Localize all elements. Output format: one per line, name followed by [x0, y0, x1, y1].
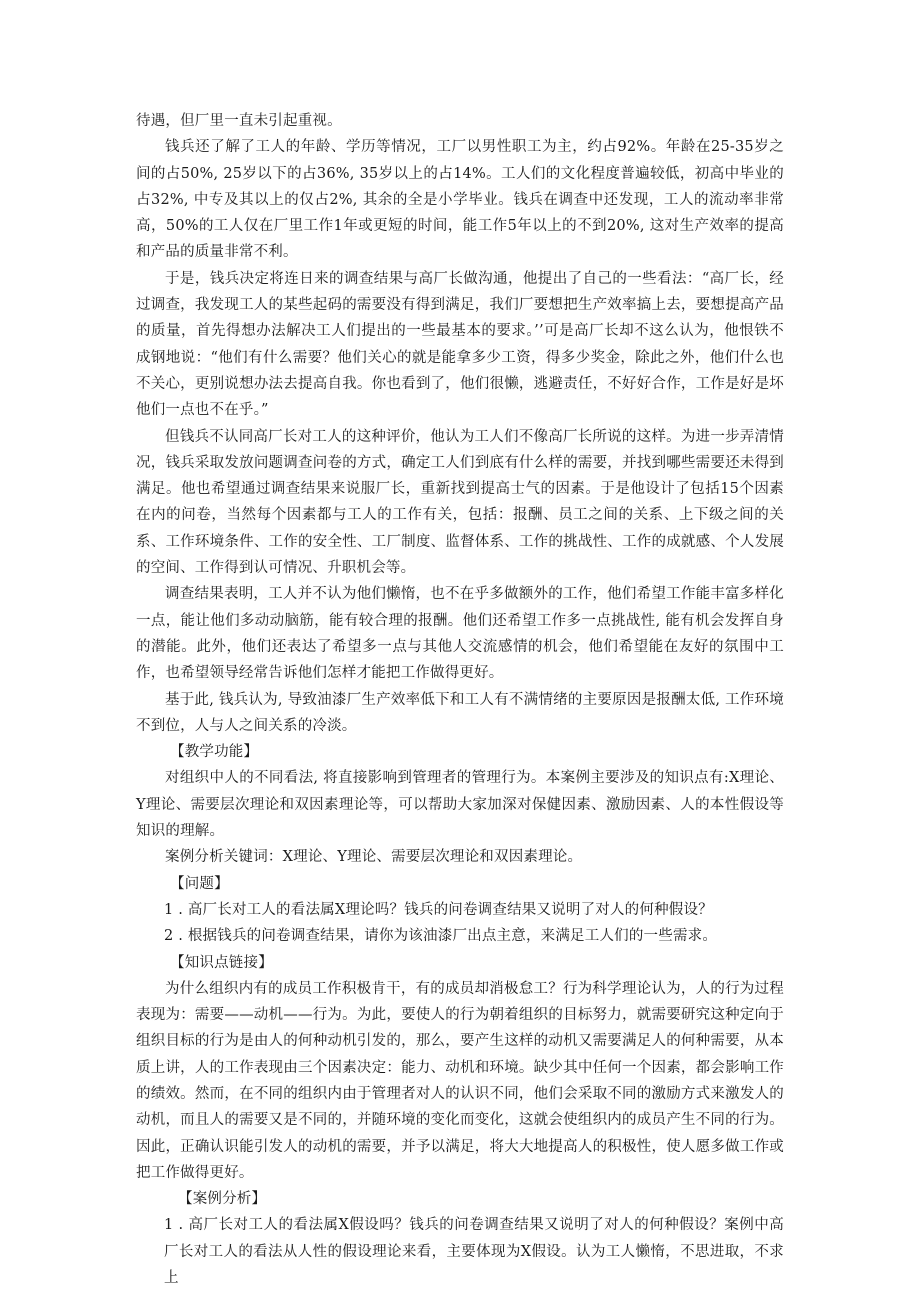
paragraph-continued: 待遇，但厂里一直未引起重视。: [136, 113, 342, 129]
analysis-item-1: 1 . 高厂长对工人的看法属X假设吗？钱兵的问卷调查结果又说明了对人的何种假设？案例中高厂长对工人的看法从人性的假设理论来看，主要体现为X假设。认为工人懒惰，不思进取，不求上: [164, 1217, 784, 1287]
section-heading-questions: 【问题】: [170, 875, 229, 892]
document-page: [136, 108, 784, 1291]
section-heading-knowledge-links: 【知识点链接】: [170, 954, 273, 971]
section-heading-case-analysis: 【案例分析】: [178, 1191, 267, 1208]
paragraph-keywords: 案例分析关键词：X理论、Y理论、需要层次理论和双因素理论。: [165, 849, 583, 866]
paragraph-conclusion: 基于此, 钱兵认为, 导致油漆厂生产效率低下和工人有不满情绪的主要原因是报酬太低, 工作环境不到位，人与人之间关系的冷淡。: [136, 691, 784, 734]
paragraph-questionnaire: 但钱兵不认同高厂长对工人的这种评价，他认为工人们不像高厂长所说的这样。为进一步弄清情况，钱兵采取发放问题调查问卷的方式，确定工人们到底有什么样的需要，并找到哪些需要还未得到满足。他也希望通过调查结果来说服厂长，重新找到提高士气的因素。于是他设计了包括15个因素在内的问卷，当然每个因素都与工人的工作有关，包括：报酬、员工之间的关系、上下级之间的关系、工作环境条件、工作的安全性、工厂制度、监督体系、工作的挑战性、工作的成就感、个人发展的空间、工作得到认可情况、升职机会等。: [136, 428, 784, 577]
question-item-2: 2 . 根据钱兵的问卷调查结果，请你为该油漆厂出点主意，来满足工人们的一些需求。: [164, 928, 718, 945]
question-item-1: 1 . 高厂长对工人的看法属X理论吗？钱兵的问卷调查结果又说明了对人的何种假设？: [164, 901, 713, 918]
paragraph-teaching-function: 对组织中人的不同看法, 将直接影响到管理者的管理行为。本案例主要涉及的知识点有:X理论、Y理论、需要层次理论和双因素理论等，可以帮助大家加深对保健因素、激励因素、人的本性假设等知识的理解。: [136, 770, 784, 840]
paragraph-survey-results: 调查结果表明，工人并不认为他们懒惰，也不在乎多做额外的工作，他们希望工作能丰富多样化一点，能让他们多动动脑筋，能有较合理的报酬。他们还希望工作多一点挑战性, 能有机会发挥自身的潜能。此外，他们还表达了希望多一点与其他人交流感情的机会，他们希望能在友好的氛围中工作，也希望领导经常告诉他们怎样才能把工作做得更好。: [136, 586, 784, 682]
paragraph-communication-with-director: 于是，钱兵决定将连日来的调查结果与高厂长做沟通，他提出了自己的一些看法：“高厂长，经过调查，我发现工人的某些起码的需要没有得到满足，我们厂要想把生产效率搞上去，要想提高产品的质量，首先得想办法解决工人们提出的一些最基本的要求。’’可是高厂长却不这么认为，他恨铁不成钢地说：“他们有什么需要？他们关心的就是能拿多少工资，得多少奖金，除此之外，他们什么也不关心，更别说想办法去提高自我。你也看到了，他们很懒，逃避责任，不好好合作，工作是好是坏他们一点也不在乎。”: [136, 270, 784, 419]
paragraph-worker-demographics: 钱兵还了解了工人的年龄、学历等情况，工厂以男性职工为主，约占92%。年龄在25-35岁之间的占50%, 25岁以下的占36%, 35岁以上的占14%。工人们的文化程度普遍较低，初高中毕业的占32%, 中专及其以上的仅占2%, 其余的全是小学毕业。钱兵在调查中还发现，工人的流动率非常高，50%的工人仅在厂里工作1年或更短的时间，能工作5年以上的不到20%, 这对生产效率的提高和产品的质量非常不利。: [136, 139, 784, 261]
paragraph-knowledge-links: 为什么组织内有的成员工作积极肯干，有的成员却消极怠工？行为科学理论认为，人的行为过程表现为：需要——动机——行为。为此，要使人的行为朝着组织的目标努力，就需要研究这种定向于组织目标的行为是由人的何种动机引发的，那么，要产生这样的动机又需要满足人的何种需要，从本质上讲，人的工作表现由三个因素决定：能力、动机和环境。缺少其中任何一个因素，都会影响工作的绩效。然而，在不同的组织内由于管理者对人的认识不同，他们会采取不同的激励方式来激发人的动机，而且人的需要又是不同的，并随环境的变化而变化，这就会使组织内的成员产生不同的行为。因此，正确认识能引发人的动机的需要，并予以满足，将大大地提高人的积极性，使人愿多做工作或把工作做得更好。: [136, 980, 784, 1181]
section-heading-teaching-function: 【教学功能】: [170, 744, 259, 761]
